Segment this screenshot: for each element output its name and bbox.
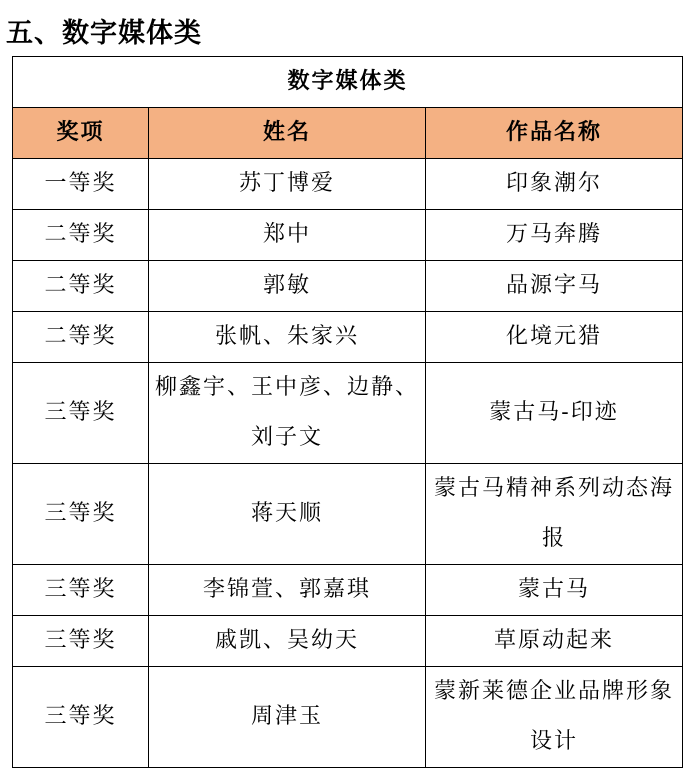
table-row	[13, 616, 683, 667]
column-header-award: 奖项	[13, 108, 149, 159]
names-cell: 郑中	[149, 210, 426, 261]
table-row	[13, 565, 683, 616]
names-cell: 周津玉	[149, 667, 426, 768]
names-cell: 蒋天顺	[149, 464, 426, 565]
work-cell: 蒙古马-印迹	[426, 363, 683, 464]
table-row	[13, 363, 683, 464]
names-cell: 郭敏	[149, 261, 426, 312]
award-cell: 二等奖	[13, 261, 149, 312]
column-header-work: 作品名称	[426, 108, 683, 159]
names-cell: 苏丁博爱	[149, 159, 426, 210]
names-cell: 柳鑫宇、王中彦、边静、刘子文	[149, 363, 426, 464]
work-cell: 万马奔腾	[426, 210, 683, 261]
table-row	[13, 464, 683, 565]
table-row	[13, 261, 683, 312]
award-cell: 一等奖	[13, 159, 149, 210]
names-cell: 戚凯、吴幼天	[149, 616, 426, 667]
names-cell: 张帆、朱家兴	[149, 312, 426, 363]
table-title: 数字媒体类	[13, 57, 683, 108]
table-row	[13, 159, 683, 210]
awards-table	[12, 56, 683, 768]
table-row	[13, 210, 683, 261]
award-cell: 三等奖	[13, 616, 149, 667]
section-heading: 五、数字媒体类	[6, 18, 202, 49]
award-cell: 三等奖	[13, 667, 149, 768]
award-cell: 三等奖	[13, 464, 149, 565]
table-header-row	[13, 108, 683, 159]
work-cell: 蒙古马	[426, 565, 683, 616]
work-cell: 印象潮尔	[426, 159, 683, 210]
work-cell: 品源字马	[426, 261, 683, 312]
award-cell: 二等奖	[13, 210, 149, 261]
work-cell: 蒙古马精神系列动态海报	[426, 464, 683, 565]
names-cell: 李锦萱、郭嘉琪	[149, 565, 426, 616]
table-row	[13, 312, 683, 363]
table-row	[13, 667, 683, 768]
award-cell: 二等奖	[13, 312, 149, 363]
award-cell: 三等奖	[13, 363, 149, 464]
award-cell: 三等奖	[13, 565, 149, 616]
table-title-row	[13, 57, 683, 108]
work-cell: 化境元猎	[426, 312, 683, 363]
column-header-names: 姓名	[149, 108, 426, 159]
work-cell: 草原动起来	[426, 616, 683, 667]
work-cell: 蒙新莱德企业品牌形象设计	[426, 667, 683, 768]
